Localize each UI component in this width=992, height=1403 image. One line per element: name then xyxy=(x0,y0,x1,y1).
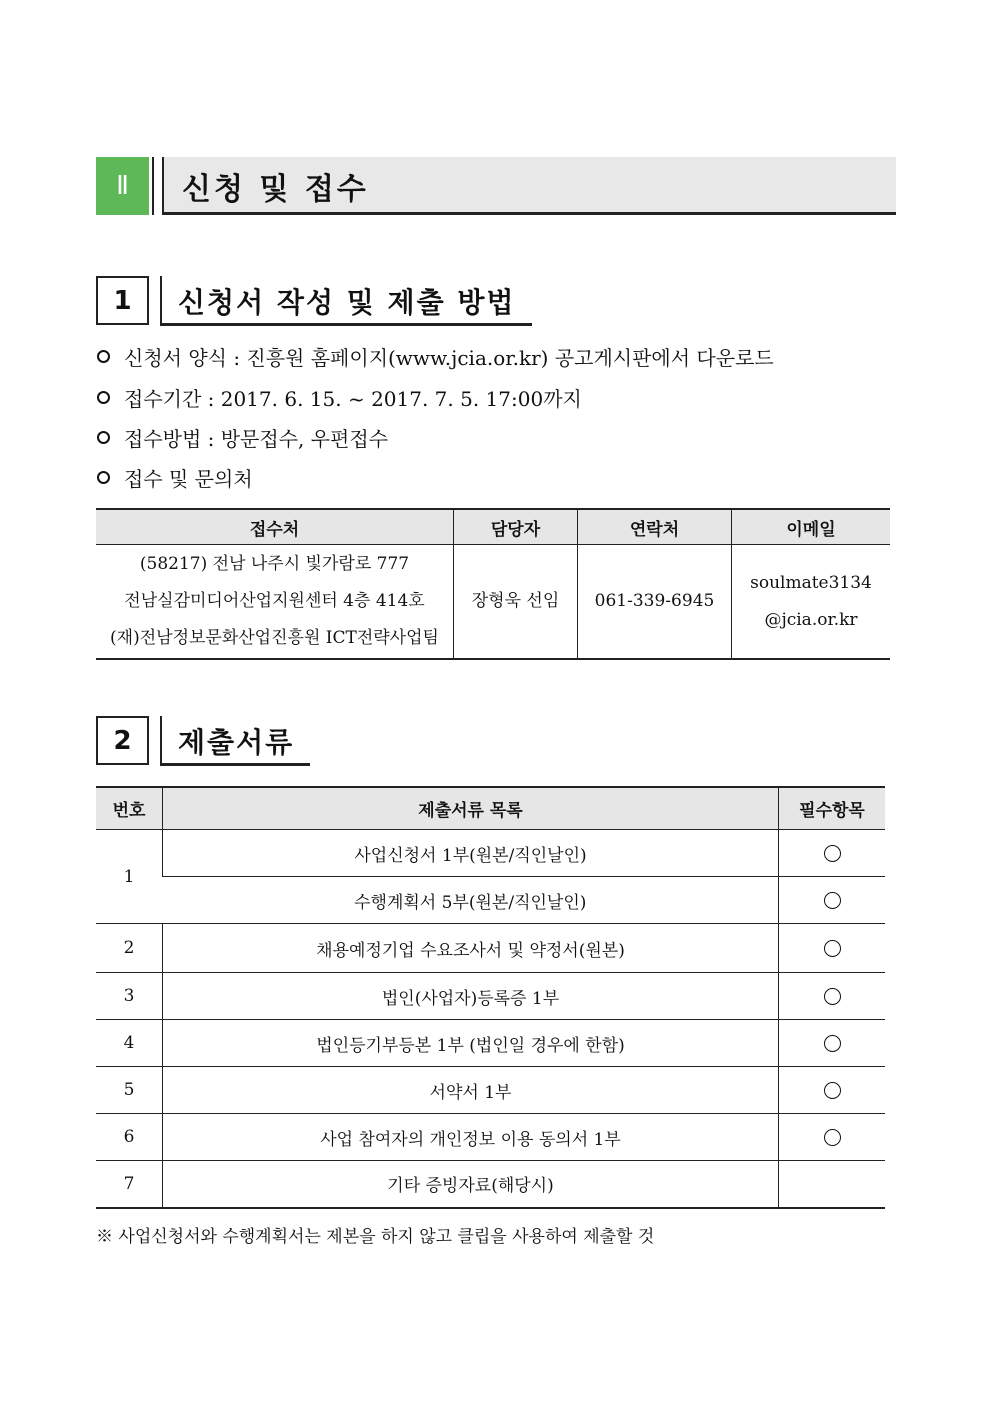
table-row xyxy=(96,877,885,924)
chapter-separator xyxy=(152,157,154,215)
column-header: 이메일 xyxy=(732,509,891,545)
row-number: 5 xyxy=(96,1067,163,1114)
circle-bullet-icon xyxy=(97,471,110,484)
document-name: 서약서 1부 xyxy=(163,1067,779,1114)
required-mark xyxy=(779,924,886,973)
contact-table xyxy=(96,508,890,660)
section-number: 1 xyxy=(96,276,149,325)
row-number: 4 xyxy=(96,1020,163,1067)
column-header: 필수항목 xyxy=(779,787,886,830)
required-mark xyxy=(779,1020,886,1067)
document-name: 수행계획서 5부(원본/직인날인) xyxy=(163,877,779,924)
footnote: ※ 사업신청서와 수행계획서는 제본을 하지 않고 클립을 사용하여 제출할 것 xyxy=(96,1227,655,1247)
section-1-header xyxy=(96,276,536,326)
section-title: 신청서 작성 및 제출 방법 xyxy=(178,286,516,319)
circle-bullet-icon xyxy=(97,431,110,444)
document-name: 사업신청서 1부(원본/직인날인) xyxy=(163,830,779,877)
circle-icon xyxy=(824,1082,841,1099)
required-mark xyxy=(779,1067,886,1114)
circle-bullet-icon xyxy=(97,391,110,404)
row-number: 7 xyxy=(96,1161,163,1208)
documents-table xyxy=(96,786,885,1209)
row-number: 6 xyxy=(96,1114,163,1161)
document-name: 기타 증빙자료(해당시) xyxy=(163,1161,779,1208)
table-row xyxy=(96,1020,885,1067)
bullet-item: 접수기간 : 2017. 6. 15. ~ 2017. 7. 5. 17:00까지 xyxy=(97,383,582,412)
table-row xyxy=(96,1114,885,1161)
document-name: 채용예정기업 수요조사서 및 약정서(원본) xyxy=(163,924,779,973)
required-mark xyxy=(779,1161,886,1208)
bullet-item: 접수방법 : 방문접수, 우편접수 xyxy=(97,423,388,452)
bullet-item: 신청서 양식 : 진흥원 홈페이지(www.jcia.or.kr) 공고게시판에서 다운로드 xyxy=(97,342,774,371)
circle-icon xyxy=(824,1035,841,1052)
column-header: 번호 xyxy=(96,787,163,830)
row-number: 1 xyxy=(96,830,163,924)
circle-icon xyxy=(824,845,841,862)
row-number: 3 xyxy=(96,973,163,1020)
section-2-header xyxy=(96,716,336,766)
circle-icon xyxy=(824,988,841,1005)
table-row xyxy=(96,924,885,973)
chapter-header xyxy=(96,157,896,215)
column-header: 접수처 xyxy=(96,509,454,545)
chapter-title: 신청 및 접수 xyxy=(182,172,369,207)
column-header: 연락처 xyxy=(578,509,732,545)
required-mark xyxy=(779,877,886,924)
circle-icon xyxy=(824,892,841,909)
bullet-item: 접수 및 문의처 xyxy=(97,463,253,492)
column-header: 담당자 xyxy=(454,509,578,545)
document-name: 사업 참여자의 개인정보 이용 동의서 1부 xyxy=(163,1114,779,1161)
circle-icon xyxy=(824,940,841,957)
table-row xyxy=(96,830,885,877)
circle-bullet-icon xyxy=(97,350,110,363)
chapter-title-box xyxy=(162,157,896,215)
chapter-number: Ⅱ xyxy=(96,157,149,215)
contact-address: (58217) 전남 나주시 빛가람로 777 전남실감미디어산업지원센터 4층 414호 (재)전남정보문화산업진흥원 ICT전략사업팀 xyxy=(96,545,454,660)
column-header: 제출서류 목록 xyxy=(163,787,779,830)
contact-email: soulmate3134 @jcia.or.kr xyxy=(732,545,891,660)
document-name: 법인등기부등본 1부 (법인일 경우에 한함) xyxy=(163,1020,779,1067)
row-number: 2 xyxy=(96,924,163,973)
contact-phone: 061-339-6945 xyxy=(578,545,732,660)
required-mark xyxy=(779,973,886,1020)
table-row xyxy=(96,1067,885,1114)
circle-icon xyxy=(824,1129,841,1146)
section-number: 2 xyxy=(96,716,149,765)
document-name: 법인(사업자)등록증 1부 xyxy=(163,973,779,1020)
table-row xyxy=(96,1161,885,1208)
section-title: 제출서류 xyxy=(178,726,295,759)
required-mark xyxy=(779,830,886,877)
required-mark xyxy=(779,1114,886,1161)
table-row xyxy=(96,973,885,1020)
contact-manager: 장형욱 선임 xyxy=(454,545,578,660)
